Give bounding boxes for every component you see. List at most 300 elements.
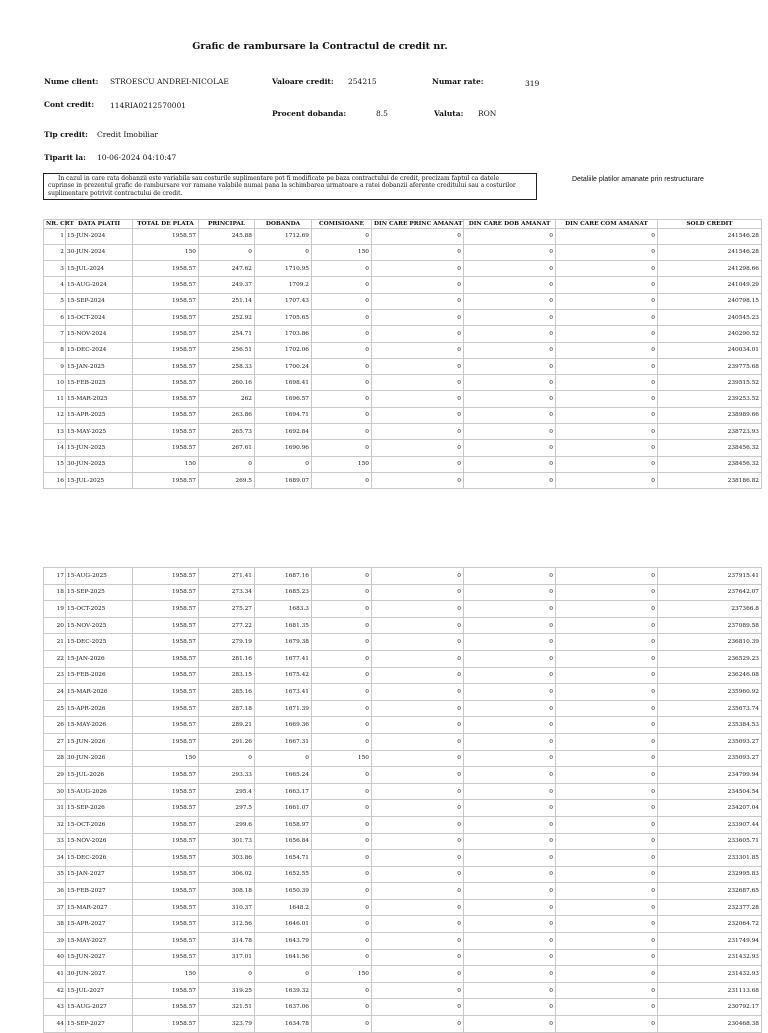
table-cell: 241546.28 [658, 228, 762, 244]
table-cell: 150 [312, 456, 372, 472]
table-cell: 15-APR-2026 [66, 700, 133, 717]
table-cell: 15-JUN-2025 [66, 440, 133, 456]
table-cell: 30 [44, 783, 66, 800]
table-cell: 39 [44, 933, 66, 950]
table-cell: 0 [556, 584, 658, 601]
table-cell: 0 [312, 866, 372, 883]
table-cell: 15-MAY-2026 [66, 717, 133, 734]
table-cell: 1958.57 [133, 933, 199, 950]
table-cell: 30-JUN-2026 [66, 750, 133, 767]
table-cell: 0 [464, 228, 556, 244]
table-row [44, 684, 762, 701]
table-cell: 0 [464, 244, 556, 260]
table-cell: 15-FEB-2027 [66, 883, 133, 900]
table-cell: 15-SEP-2027 [66, 1016, 133, 1033]
col-nr-crt: NR. CRT [44, 220, 66, 229]
table-cell: 0 [556, 966, 658, 983]
table-cell: 1958.57 [133, 949, 199, 966]
table-cell: 251.14 [199, 293, 255, 309]
table-row [44, 916, 762, 933]
table-cell: 1665.24 [255, 767, 312, 784]
table-cell: 1652.55 [255, 866, 312, 883]
table-cell: 0 [372, 684, 464, 701]
table-cell: 1958.57 [133, 440, 199, 456]
table-cell: 5 [44, 293, 66, 309]
table-cell: 15 [44, 456, 66, 472]
table-cell: 15-JUL-2027 [66, 982, 133, 999]
table-cell: 12 [44, 407, 66, 423]
table-cell: 0 [464, 767, 556, 784]
table-cell: 25 [44, 700, 66, 717]
table-cell: 1958.57 [133, 783, 199, 800]
table-cell: 15-JUL-2024 [66, 261, 133, 277]
table-cell: 1692.84 [255, 424, 312, 440]
table-cell: 258.33 [199, 358, 255, 374]
table-body-page-1 [44, 228, 762, 489]
table-cell: 1709.2 [255, 277, 312, 293]
table-cell: 0 [372, 717, 464, 734]
table-cell: 0 [312, 584, 372, 601]
table-cell: 312.56 [199, 916, 255, 933]
table-cell: 319.25 [199, 982, 255, 999]
table-cell: 1673.41 [255, 684, 312, 701]
table-cell: 0 [464, 634, 556, 651]
table-row [44, 277, 762, 293]
table-cell: 0 [372, 440, 464, 456]
table-cell: 34 [44, 850, 66, 867]
table-cell: 265.73 [199, 424, 255, 440]
table-cell: 1958.57 [133, 883, 199, 900]
table-cell: 31 [44, 800, 66, 817]
table-cell: 15-AUG-2027 [66, 999, 133, 1016]
table-row [44, 883, 762, 900]
table-cell: 0 [464, 667, 556, 684]
table-cell: 0 [556, 916, 658, 933]
table-cell: 1712.69 [255, 228, 312, 244]
table-cell: 235093.27 [658, 733, 762, 750]
table-cell: 1687.16 [255, 568, 312, 585]
table-cell: 150 [312, 750, 372, 767]
table-cell: 1958.57 [133, 293, 199, 309]
table-cell: 0 [464, 568, 556, 585]
table-cell: 235093.27 [658, 750, 762, 767]
table-cell: 236810.39 [658, 634, 762, 651]
table-cell: 0 [464, 800, 556, 817]
repayment-table-page-1 [43, 219, 762, 489]
table-cell: 0 [372, 407, 464, 423]
table-cell: 0 [464, 424, 556, 440]
table-cell: 1637.06 [255, 999, 312, 1016]
interest-value: 8.5 [376, 109, 388, 118]
table-cell: 239253.52 [658, 391, 762, 407]
table-row [44, 999, 762, 1016]
table-cell: 0 [372, 833, 464, 850]
table-cell: 0 [556, 733, 658, 750]
table-cell: 0 [312, 933, 372, 950]
col-sold-credit: SOLD CREDIT [658, 220, 762, 229]
credit-value: 254215 [348, 77, 377, 86]
table-cell: 0 [464, 833, 556, 850]
table-cell: 0 [464, 601, 556, 618]
table-cell: 289.21 [199, 717, 255, 734]
table-cell: 1958.57 [133, 391, 199, 407]
table-cell: 0 [464, 850, 556, 867]
table-cell: 15-JUN-2026 [66, 733, 133, 750]
table-cell: 7 [44, 326, 66, 342]
table-cell: 0 [556, 568, 658, 585]
table-cell: 14 [44, 440, 66, 456]
printed-label: Tiparit la: [44, 153, 86, 162]
table-row [44, 866, 762, 883]
table-cell: 0 [312, 472, 372, 488]
table-cell: 238186.82 [658, 472, 762, 488]
table-header-row [44, 220, 762, 229]
table-cell: 0 [372, 277, 464, 293]
table-cell: 0 [556, 866, 658, 883]
table-cell: 0 [312, 700, 372, 717]
table-cell: 0 [312, 783, 372, 800]
table-cell: 0 [372, 342, 464, 358]
table-cell: 0 [312, 767, 372, 784]
table-cell: 0 [372, 733, 464, 750]
col-com-amanat: DIN CARE COM AMANAT [556, 220, 658, 229]
table-cell: 281.16 [199, 650, 255, 667]
table-cell: 0 [464, 949, 556, 966]
table-cell: 0 [464, 375, 556, 391]
table-cell: 303.86 [199, 850, 255, 867]
table-cell: 238723.93 [658, 424, 762, 440]
table-cell: 1683.3 [255, 601, 312, 618]
table-cell: 295.4 [199, 783, 255, 800]
table-cell: 1679.38 [255, 634, 312, 651]
table-row [44, 584, 762, 601]
table-cell: 15-JAN-2026 [66, 650, 133, 667]
table-body-page-2 [44, 568, 762, 1033]
table-row [44, 601, 762, 618]
table-cell: 0 [372, 358, 464, 374]
table-cell: 0 [199, 456, 255, 472]
table-cell: 30-JUN-2027 [66, 966, 133, 983]
table-cell: 238456.32 [658, 456, 762, 472]
table-cell: 252.92 [199, 309, 255, 325]
table-cell: 15-JUN-2024 [66, 228, 133, 244]
table-cell: 15-APR-2025 [66, 407, 133, 423]
table-cell: 273.34 [199, 584, 255, 601]
table-cell: 0 [312, 391, 372, 407]
table-cell: 0 [372, 999, 464, 1016]
table-cell: 271.41 [199, 568, 255, 585]
table-cell: 233605.71 [658, 833, 762, 850]
table-cell: 15-NOV-2026 [66, 833, 133, 850]
table-cell: 283.15 [199, 667, 255, 684]
table-cell: 0 [464, 277, 556, 293]
table-cell: 15-DEC-2025 [66, 634, 133, 651]
table-cell: 299.6 [199, 816, 255, 833]
table-cell: 234504.54 [658, 783, 762, 800]
table-cell: 0 [372, 309, 464, 325]
table-cell: 0 [556, 982, 658, 999]
table-cell: 1710.95 [255, 261, 312, 277]
table-cell: 15-OCT-2024 [66, 309, 133, 325]
table-cell: 235384.53 [658, 717, 762, 734]
table-cell: 1690.96 [255, 440, 312, 456]
table-cell: 1958.57 [133, 816, 199, 833]
table-cell: 1958.57 [133, 733, 199, 750]
table-cell: 0 [372, 866, 464, 883]
table-cell: 0 [312, 733, 372, 750]
table-cell: 0 [372, 783, 464, 800]
table-cell: 0 [312, 833, 372, 850]
deferred-payments-note: Detaliile platilor amanate prin restructurare [572, 176, 704, 183]
table-cell: 1958.57 [133, 866, 199, 883]
table-cell: 0 [556, 899, 658, 916]
table-cell: 0 [556, 816, 658, 833]
table-cell: 0 [312, 293, 372, 309]
table-cell: 297.5 [199, 800, 255, 817]
table-cell: 0 [372, 750, 464, 767]
table-row [44, 407, 762, 423]
table-cell: 0 [464, 391, 556, 407]
table-cell: 0 [556, 883, 658, 900]
table-cell: 232377.28 [658, 899, 762, 916]
table-row [44, 472, 762, 488]
col-data-platii: DATA PLATII [66, 220, 133, 229]
table-cell: 1958.57 [133, 309, 199, 325]
table-cell: 0 [312, 949, 372, 966]
table-cell: 1661.07 [255, 800, 312, 817]
table-cell: 293.33 [199, 767, 255, 784]
table-cell: 1702.06 [255, 342, 312, 358]
table-cell: 241546.28 [658, 244, 762, 260]
table-cell: 1958.57 [133, 228, 199, 244]
table-cell: 249.37 [199, 277, 255, 293]
table-cell: 15-DEC-2026 [66, 850, 133, 867]
table-cell: 1958.57 [133, 899, 199, 916]
table-cell: 0 [312, 650, 372, 667]
table-cell: 0 [556, 949, 658, 966]
table-cell: 40 [44, 949, 66, 966]
table-cell: 0 [199, 244, 255, 260]
table-cell: 0 [372, 949, 464, 966]
table-cell: 0 [556, 326, 658, 342]
table-cell: 0 [372, 1016, 464, 1033]
rates-value: 319 [525, 79, 540, 88]
table-cell: 314.78 [199, 933, 255, 950]
table-cell: 15-AUG-2024 [66, 277, 133, 293]
table-cell: 0 [464, 326, 556, 342]
table-cell: 0 [372, 899, 464, 916]
table-cell: 279.19 [199, 634, 255, 651]
table-cell: 0 [464, 309, 556, 325]
table-cell: 38 [44, 916, 66, 933]
table-cell: 0 [464, 750, 556, 767]
table-cell: 0 [372, 933, 464, 950]
table-cell: 256.51 [199, 342, 255, 358]
table-cell: 237089.58 [658, 617, 762, 634]
table-cell: 1958.57 [133, 342, 199, 358]
table-cell: 41 [44, 966, 66, 983]
table-cell: 240290.52 [658, 326, 762, 342]
table-row [44, 440, 762, 456]
table-row [44, 667, 762, 684]
table-row [44, 342, 762, 358]
table-cell: 15-FEB-2026 [66, 667, 133, 684]
client-label: Nume client: [44, 77, 99, 86]
table-cell: 15-JUL-2026 [66, 767, 133, 784]
rate-notice-box [43, 173, 537, 200]
table-cell: 0 [464, 407, 556, 423]
table-cell: 1958.57 [133, 584, 199, 601]
table-cell: 1677.41 [255, 650, 312, 667]
table-cell: 1958.57 [133, 1016, 199, 1033]
table-cell: 0 [312, 667, 372, 684]
table-cell: 1958.57 [133, 472, 199, 488]
table-cell: 29 [44, 767, 66, 784]
table-cell: 1669.36 [255, 717, 312, 734]
credit-type-value: Credit Imobiliar [97, 130, 159, 139]
table-cell: 1707.43 [255, 293, 312, 309]
col-dobanda: DOBANDA [255, 220, 312, 229]
table-cell: 0 [464, 816, 556, 833]
col-total-plata: TOTAL DE PLATA [133, 220, 199, 229]
notice-line: In cazul in care rata dobanzii este variabila sau costurile suplimentare pot fi modificate pe baza contractului de credit, precizam faptul ca datele [58, 175, 500, 182]
table-cell: 15-JAN-2025 [66, 358, 133, 374]
table-cell: 0 [464, 717, 556, 734]
table-cell: 0 [312, 358, 372, 374]
table-cell: 16 [44, 472, 66, 488]
table-cell: 0 [372, 261, 464, 277]
table-cell: 0 [556, 717, 658, 734]
table-cell: 0 [372, 800, 464, 817]
table-cell: 0 [464, 866, 556, 883]
table-cell: 0 [312, 883, 372, 900]
table-cell: 317.01 [199, 949, 255, 966]
table-cell: 0 [464, 261, 556, 277]
table-row [44, 816, 762, 833]
table-cell: 0 [464, 899, 556, 916]
table-cell: 308.18 [199, 883, 255, 900]
table-cell: 1634.78 [255, 1016, 312, 1033]
table-cell: 0 [556, 800, 658, 817]
currency-label: Valuta: [434, 109, 464, 118]
col-dob-amanat: DIN CARE DOB AMANAT [464, 220, 556, 229]
table-cell: 1958.57 [133, 326, 199, 342]
table-cell: 231432.93 [658, 949, 762, 966]
table-row [44, 833, 762, 850]
table-cell: 0 [372, 293, 464, 309]
table-cell: 19 [44, 601, 66, 618]
table-cell: 0 [372, 424, 464, 440]
table-cell: 234207.04 [658, 800, 762, 817]
table-cell: 262 [199, 391, 255, 407]
table-cell: 150 [133, 456, 199, 472]
table-row [44, 750, 762, 767]
table-cell: 0 [556, 407, 658, 423]
table-cell: 0 [255, 456, 312, 472]
table-cell: 236529.23 [658, 650, 762, 667]
table-row [44, 326, 762, 342]
table-cell: 1958.57 [133, 617, 199, 634]
table-cell: 1958.57 [133, 800, 199, 817]
table-cell: 0 [556, 634, 658, 651]
table-cell: 232687.65 [658, 883, 762, 900]
page-title: Grafic de rambursare la Contractul de credit nr. [192, 41, 448, 52]
table-cell: 1958.57 [133, 261, 199, 277]
table-cell: 0 [464, 733, 556, 750]
table-cell: 1650.39 [255, 883, 312, 900]
table-cell: 0 [556, 440, 658, 456]
table-row [44, 1016, 762, 1033]
table-row [44, 982, 762, 999]
table-cell: 231113.68 [658, 982, 762, 999]
table-row [44, 375, 762, 391]
table-cell: 0 [312, 684, 372, 701]
table-cell: 15-AUG-2025 [66, 568, 133, 585]
table-row [44, 717, 762, 734]
table-cell: 237915.41 [658, 568, 762, 585]
table-cell: 310.37 [199, 899, 255, 916]
table-cell: 0 [372, 883, 464, 900]
table-cell: 0 [556, 358, 658, 374]
table-cell: 0 [556, 424, 658, 440]
table-cell: 0 [556, 472, 658, 488]
table-cell: 15-MAR-2025 [66, 391, 133, 407]
table-cell: 0 [312, 601, 372, 618]
table-cell: 15-AUG-2026 [66, 783, 133, 800]
table-cell: 32 [44, 816, 66, 833]
table-cell: 1643.79 [255, 933, 312, 950]
table-cell: 1958.57 [133, 833, 199, 850]
table-cell: 15-DEC-2024 [66, 342, 133, 358]
credit-type-label: Tip credit: [44, 130, 88, 139]
table-cell: 0 [464, 293, 556, 309]
table-cell: 6 [44, 309, 66, 325]
table-cell: 15-OCT-2025 [66, 601, 133, 618]
table-row [44, 244, 762, 260]
table-cell: 0 [372, 667, 464, 684]
table-cell: 42 [44, 982, 66, 999]
table-cell: 0 [312, 717, 372, 734]
table-cell: 23 [44, 667, 66, 684]
table-cell: 237642.07 [658, 584, 762, 601]
repayment-table-page-2 [43, 567, 762, 1033]
table-cell: 231432.93 [658, 966, 762, 983]
table-cell: 0 [372, 700, 464, 717]
table-cell: 43 [44, 999, 66, 1016]
table-row [44, 783, 762, 800]
table-cell: 0 [372, 816, 464, 833]
table-cell: 0 [372, 472, 464, 488]
table-cell: 44 [44, 1016, 66, 1033]
table-cell: 0 [312, 440, 372, 456]
table-cell: 0 [556, 783, 658, 800]
table-row [44, 293, 762, 309]
table-cell: 24 [44, 684, 66, 701]
table-cell: 0 [556, 684, 658, 701]
table-row [44, 767, 762, 784]
table-cell: 1958.57 [133, 667, 199, 684]
table-row [44, 228, 762, 244]
table-cell: 237366.8 [658, 601, 762, 618]
table-cell: 0 [372, 634, 464, 651]
table-cell: 18 [44, 584, 66, 601]
table-cell: 263.86 [199, 407, 255, 423]
table-cell: 15-SEP-2024 [66, 293, 133, 309]
table-cell: 1675.42 [255, 667, 312, 684]
table-cell: 0 [464, 358, 556, 374]
table-cell: 0 [255, 750, 312, 767]
table-cell: 240545.23 [658, 309, 762, 325]
